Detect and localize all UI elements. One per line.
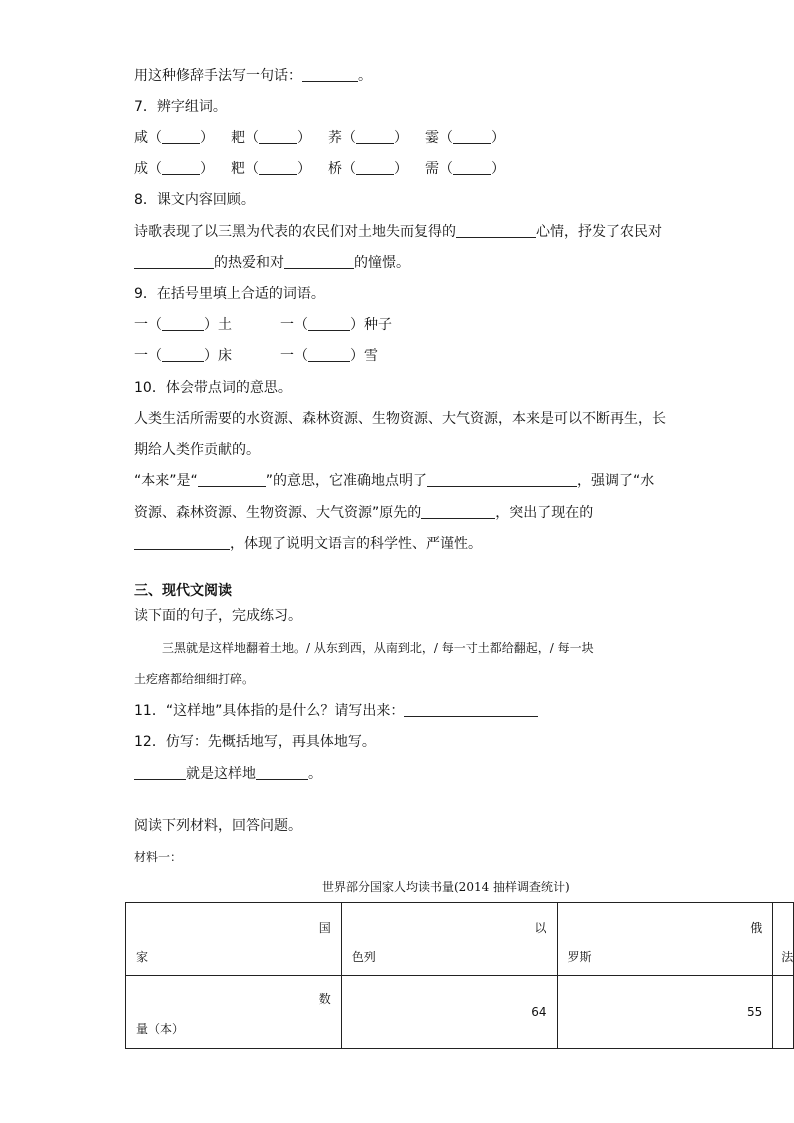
q7-blank[interactable] <box>356 160 394 175</box>
table-cell-france-clipped <box>773 903 794 976</box>
cell-text: 色列 <box>351 950 376 964</box>
q7-title: 7．辨字组词。 <box>134 99 227 115</box>
q9-prefix: 一（ <box>280 348 308 364</box>
q12-fill: 就是这样地 。 <box>134 764 322 784</box>
q9-blank[interactable] <box>162 316 204 331</box>
q9-prefix: 一（ <box>134 317 162 333</box>
q10-passage-2: 期给人类作贡献的。 <box>134 442 260 458</box>
table-title: 世界部分国家人均读书量(2014 抽样调查统计) <box>322 880 570 894</box>
table-cell-israel-value <box>341 976 557 1049</box>
q10-text: ”的意思，它准确地点明了 <box>265 473 428 489</box>
q9-blank[interactable] <box>162 347 204 362</box>
q7-char: 桥 <box>328 161 342 177</box>
q7-blank[interactable] <box>453 129 491 144</box>
cell-text: 罗斯 <box>567 950 592 964</box>
cell-text: 家 <box>136 950 149 964</box>
q7-char: 粑 <box>231 161 245 177</box>
table-data-row <box>126 976 794 1049</box>
q8-title: 8．课文内容回顾。 <box>134 192 255 208</box>
q7-blank[interactable] <box>259 129 297 144</box>
section3-quote-2: 土疙瘩都给细细打碎。 <box>134 672 255 686</box>
q7-blank[interactable] <box>453 160 491 175</box>
q10-text: ，突出了现在的 <box>495 505 594 521</box>
q12-blank-2[interactable] <box>256 765 308 780</box>
q9-title: 9．在括号里填上合适的词语。 <box>134 286 325 302</box>
q12-text: 就是这样地 <box>186 766 256 782</box>
q9-prefix: 一（ <box>134 348 162 364</box>
q10-text: 资源、森林资源、生物资源、大气资源”原先的 <box>134 505 422 521</box>
table-header-row <box>126 903 794 976</box>
q8-text: 心情，抒发了农民对 <box>536 224 662 240</box>
q9-suffix: ）土 <box>204 317 232 333</box>
cell-text: 量（本） <box>136 1022 185 1036</box>
q10-text: “本来”是“ <box>134 473 198 489</box>
reading-survey-table <box>125 902 794 1049</box>
material-label: 材料一： <box>134 850 183 864</box>
q6-answer-blank[interactable] <box>302 67 358 82</box>
q10-blank-2[interactable] <box>427 472 577 487</box>
q11-text: 11．“这样地”具体指的是什么？请写出来： <box>134 703 405 719</box>
q7-char: 咸 <box>134 130 148 146</box>
table-cell-russia-value <box>557 976 773 1049</box>
q11-blank[interactable] <box>404 702 538 717</box>
q7-blank[interactable] <box>356 129 394 144</box>
q10-text: ，强调了“水 <box>577 473 655 489</box>
section3-quote-1: 三黑就是这样地翻着土地。/ 从东到西，从南到北，/ 每一寸土都给翻起，/ 每一块 <box>162 641 594 655</box>
q10-title: 10．体会带点词的意思。 <box>134 380 292 396</box>
q7-blank[interactable] <box>162 160 200 175</box>
q12-blank-1[interactable] <box>134 765 186 780</box>
q7-char: 需 <box>425 161 439 177</box>
cell-text: 以 <box>534 921 547 935</box>
q7-blank[interactable] <box>162 129 200 144</box>
q10-fill-3 <box>134 534 482 554</box>
q10-text: ，体现了说明文语言的科学性、严谨性。 <box>230 536 482 552</box>
q7-char: 耙 <box>231 130 245 146</box>
q9-suffix: ）种子 <box>350 317 392 333</box>
cell-value: 64 <box>531 1005 547 1019</box>
q6-end: 。 <box>358 68 372 84</box>
q7-blank[interactable] <box>259 160 297 175</box>
table-cell-france-value-clipped <box>773 976 794 1049</box>
cell-value: 55 <box>746 1005 763 1019</box>
q8-text: 诗歌表现了以三黑为代表的农民们对土地失而复得的 <box>134 224 456 240</box>
section3-intro: 读下面的句子，完成练习。 <box>134 608 302 624</box>
q8-line1 <box>134 222 662 242</box>
q8-text: 的憧憬。 <box>354 255 410 271</box>
q7-char: 成 <box>134 161 148 177</box>
q9-row1 <box>134 315 392 335</box>
q8-blank-1[interactable] <box>456 223 536 238</box>
q9-suffix: ）雪 <box>350 348 378 364</box>
q6-text: 用这种修辞手法写一句话： <box>134 68 302 84</box>
q10-blank-1[interactable] <box>198 472 266 487</box>
q9-suffix: ）床 <box>204 348 232 364</box>
table-cell-quantity-label <box>126 976 342 1049</box>
q7-row1: 咸（ ） 耙（ ） 荞（ ） 霎（ ） <box>134 130 505 146</box>
cell-text: 俄 <box>750 921 763 935</box>
q9-blank[interactable] <box>308 347 350 362</box>
material-intro: 阅读下列材料，回答问题。 <box>134 818 302 834</box>
q6-tail <box>134 66 372 86</box>
q8-blank-3[interactable] <box>284 254 354 269</box>
q12-title: 12．仿写：先概括地写，再具体地写。 <box>134 734 376 750</box>
q9-row2 <box>134 346 378 366</box>
q10-blank-3[interactable] <box>421 504 495 519</box>
q10-blank-4[interactable] <box>134 535 230 550</box>
q10-passage-1: 人类生活所需要的水资源、森林资源、生物资源、大气资源，本来是可以不断再生，长 <box>134 411 666 427</box>
q7-char: 荞 <box>328 130 342 146</box>
section3-heading: 三、现代文阅读 <box>134 583 232 599</box>
cell-text: 国 <box>318 921 331 935</box>
q11-line <box>134 701 538 721</box>
q7-row2: 成（ ） 粑（ ） 桥（ ） 需（ ） <box>134 161 505 177</box>
q7-char: 霎 <box>425 130 439 146</box>
q8-blank-2[interactable] <box>134 254 214 269</box>
cell-text: 数 <box>318 992 331 1006</box>
cell-text: 法 <box>781 950 794 964</box>
q8-line2 <box>134 253 410 273</box>
table-cell-country-label <box>126 903 342 976</box>
q9-blank[interactable] <box>308 316 350 331</box>
q10-fill-2 <box>134 503 593 523</box>
q8-text: 的热爱和对 <box>214 255 284 271</box>
q9-prefix: 一（ <box>280 317 308 333</box>
table-cell-russia <box>557 903 773 976</box>
table-cell-israel <box>341 903 557 976</box>
q10-fill-1 <box>134 471 654 491</box>
